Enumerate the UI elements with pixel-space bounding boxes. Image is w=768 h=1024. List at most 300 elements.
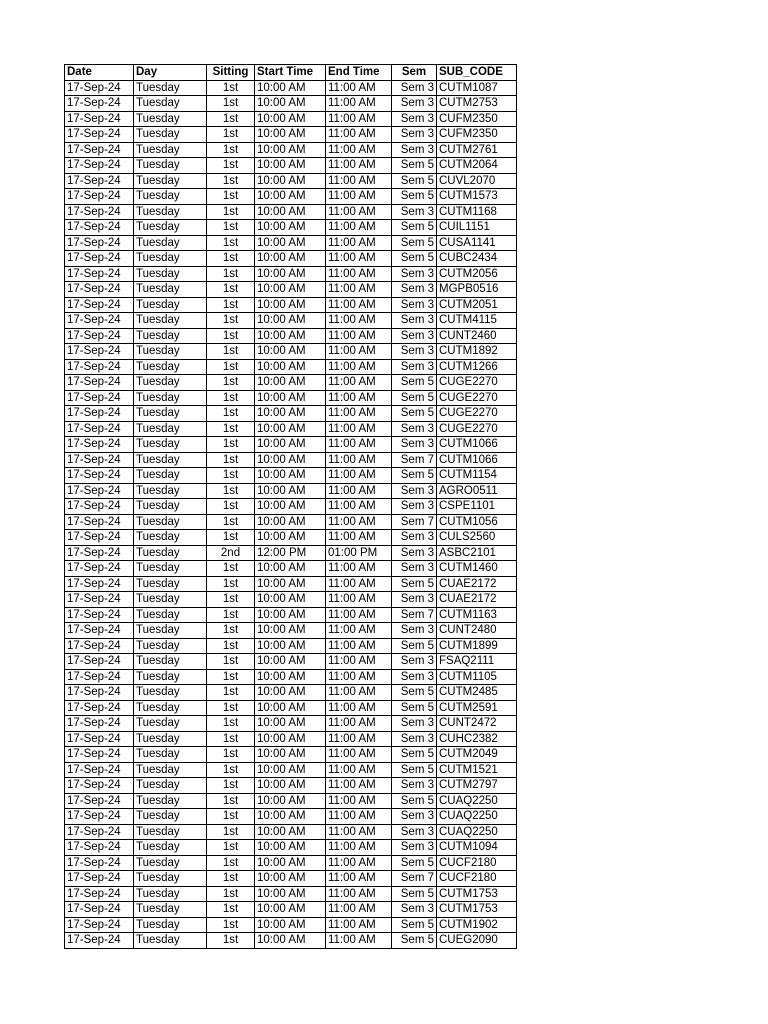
cell-day: Tuesday (134, 468, 207, 484)
cell-sub-code: CUGE2270 (437, 390, 517, 406)
cell-sub-code: CUAQ2250 (437, 824, 517, 840)
cell-day: Tuesday (134, 344, 207, 360)
table-row (65, 344, 517, 360)
cell-start-time: 10:00 AM (255, 793, 326, 809)
cell-end-time: 11:00 AM (326, 747, 392, 763)
cell-sitting: 1st (207, 282, 255, 298)
table-row (65, 499, 517, 515)
cell-sem: Sem 3 (392, 142, 437, 158)
cell-sitting: 1st (207, 809, 255, 825)
cell-date: 17-Sep-24 (65, 576, 134, 592)
table-row (65, 886, 517, 902)
cell-sem: Sem 7 (392, 607, 437, 623)
cell-sitting: 1st (207, 716, 255, 732)
cell-sub-code: CUTM2056 (437, 266, 517, 282)
cell-date: 17-Sep-24 (65, 80, 134, 96)
cell-date: 17-Sep-24 (65, 266, 134, 282)
cell-sitting: 1st (207, 359, 255, 375)
table-row (65, 716, 517, 732)
cell-start-time: 10:00 AM (255, 328, 326, 344)
table-row (65, 917, 517, 933)
cell-end-time: 11:00 AM (326, 530, 392, 546)
cell-day: Tuesday (134, 747, 207, 763)
cell-start-time: 10:00 AM (255, 313, 326, 329)
cell-end-time: 11:00 AM (326, 437, 392, 453)
cell-sem: Sem 3 (392, 824, 437, 840)
cell-start-time: 10:00 AM (255, 592, 326, 608)
cell-sitting: 1st (207, 886, 255, 902)
table-row (65, 654, 517, 670)
cell-end-time: 11:00 AM (326, 127, 392, 143)
cell-end-time: 11:00 AM (326, 902, 392, 918)
cell-sem: Sem 3 (392, 840, 437, 856)
table-row (65, 809, 517, 825)
cell-day: Tuesday (134, 483, 207, 499)
table-row (65, 282, 517, 298)
cell-sem: Sem 3 (392, 127, 437, 143)
cell-end-time: 11:00 AM (326, 468, 392, 484)
cell-end-time: 01:00 PM (326, 545, 392, 561)
cell-sub-code: CUTM2761 (437, 142, 517, 158)
cell-end-time: 11:00 AM (326, 669, 392, 685)
table-row (65, 483, 517, 499)
cell-sub-code: CUAE2172 (437, 592, 517, 608)
table-row (65, 235, 517, 251)
cell-start-time: 10:00 AM (255, 747, 326, 763)
cell-sem: Sem 5 (392, 576, 437, 592)
cell-day: Tuesday (134, 561, 207, 577)
cell-start-time: 10:00 AM (255, 840, 326, 856)
cell-sub-code: ASBC2101 (437, 545, 517, 561)
cell-sitting: 1st (207, 902, 255, 918)
cell-sitting: 2nd (207, 545, 255, 561)
header-sub-code: SUB_CODE (437, 65, 517, 81)
cell-end-time: 11:00 AM (326, 452, 392, 468)
table-row (65, 685, 517, 701)
cell-sitting: 1st (207, 375, 255, 391)
cell-date: 17-Sep-24 (65, 111, 134, 127)
cell-sitting: 1st (207, 514, 255, 530)
table-row (65, 96, 517, 112)
cell-sitting: 1st (207, 530, 255, 546)
table-row (65, 824, 517, 840)
table-row (65, 855, 517, 871)
cell-sitting: 1st (207, 623, 255, 639)
cell-sitting: 1st (207, 762, 255, 778)
cell-day: Tuesday (134, 297, 207, 313)
table-row (65, 220, 517, 236)
cell-sitting: 1st (207, 824, 255, 840)
table-row (65, 778, 517, 794)
cell-end-time: 11:00 AM (326, 824, 392, 840)
cell-sitting: 1st (207, 561, 255, 577)
header-end-time: End Time (326, 65, 392, 81)
cell-sem: Sem 5 (392, 158, 437, 174)
table-row (65, 731, 517, 747)
cell-sem: Sem 3 (392, 530, 437, 546)
cell-end-time: 11:00 AM (326, 855, 392, 871)
cell-date: 17-Sep-24 (65, 561, 134, 577)
table-row (65, 173, 517, 189)
cell-start-time: 10:00 AM (255, 421, 326, 437)
table-row (65, 204, 517, 220)
cell-sitting: 1st (207, 793, 255, 809)
cell-sitting: 1st (207, 468, 255, 484)
cell-date: 17-Sep-24 (65, 840, 134, 856)
cell-sitting: 1st (207, 421, 255, 437)
cell-day: Tuesday (134, 111, 207, 127)
cell-day: Tuesday (134, 142, 207, 158)
cell-start-time: 10:00 AM (255, 406, 326, 422)
cell-sem: Sem 5 (392, 189, 437, 205)
cell-start-time: 10:00 AM (255, 468, 326, 484)
cell-start-time: 10:00 AM (255, 576, 326, 592)
cell-end-time: 11:00 AM (326, 266, 392, 282)
cell-end-time: 11:00 AM (326, 561, 392, 577)
cell-day: Tuesday (134, 158, 207, 174)
cell-sem: Sem 3 (392, 499, 437, 515)
cell-date: 17-Sep-24 (65, 297, 134, 313)
cell-start-time: 10:00 AM (255, 375, 326, 391)
table-row (65, 421, 517, 437)
cell-date: 17-Sep-24 (65, 917, 134, 933)
cell-start-time: 10:00 AM (255, 902, 326, 918)
cell-sub-code: CUTM1753 (437, 902, 517, 918)
cell-end-time: 11:00 AM (326, 359, 392, 375)
cell-sub-code: CUAQ2250 (437, 793, 517, 809)
cell-sub-code: CUTM1066 (437, 452, 517, 468)
cell-day: Tuesday (134, 235, 207, 251)
cell-sitting: 1st (207, 700, 255, 716)
cell-day: Tuesday (134, 437, 207, 453)
cell-sem: Sem 5 (392, 390, 437, 406)
cell-date: 17-Sep-24 (65, 685, 134, 701)
cell-sub-code: CUGE2270 (437, 375, 517, 391)
cell-start-time: 10:00 AM (255, 933, 326, 949)
cell-sitting: 1st (207, 297, 255, 313)
cell-date: 17-Sep-24 (65, 731, 134, 747)
cell-start-time: 10:00 AM (255, 127, 326, 143)
cell-end-time: 11:00 AM (326, 80, 392, 96)
cell-sitting: 1st (207, 142, 255, 158)
table-row (65, 592, 517, 608)
cell-start-time: 10:00 AM (255, 452, 326, 468)
table-row (65, 189, 517, 205)
cell-sub-code: CUTM2049 (437, 747, 517, 763)
header-day: Day (134, 65, 207, 81)
cell-sitting: 1st (207, 266, 255, 282)
cell-day: Tuesday (134, 406, 207, 422)
cell-sub-code: CUFM2350 (437, 111, 517, 127)
table-row (65, 251, 517, 267)
table-row (65, 111, 517, 127)
cell-start-time: 10:00 AM (255, 917, 326, 933)
cell-sitting: 1st (207, 654, 255, 670)
cell-date: 17-Sep-24 (65, 437, 134, 453)
table-row (65, 638, 517, 654)
cell-sub-code: CUIL1151 (437, 220, 517, 236)
cell-day: Tuesday (134, 282, 207, 298)
cell-start-time: 10:00 AM (255, 80, 326, 96)
cell-day: Tuesday (134, 189, 207, 205)
header-sem: Sem (392, 65, 437, 81)
cell-sub-code: CUTM2797 (437, 778, 517, 794)
cell-sitting: 1st (207, 390, 255, 406)
cell-end-time: 11:00 AM (326, 871, 392, 887)
cell-date: 17-Sep-24 (65, 344, 134, 360)
cell-date: 17-Sep-24 (65, 189, 134, 205)
cell-day: Tuesday (134, 375, 207, 391)
cell-day: Tuesday (134, 530, 207, 546)
cell-sem: Sem 5 (392, 251, 437, 267)
cell-date: 17-Sep-24 (65, 235, 134, 251)
cell-day: Tuesday (134, 654, 207, 670)
cell-sitting: 1st (207, 840, 255, 856)
cell-start-time: 10:00 AM (255, 266, 326, 282)
cell-sitting: 1st (207, 189, 255, 205)
cell-date: 17-Sep-24 (65, 700, 134, 716)
cell-sem: Sem 5 (392, 747, 437, 763)
cell-date: 17-Sep-24 (65, 638, 134, 654)
cell-end-time: 11:00 AM (326, 220, 392, 236)
cell-sub-code: CUAE2172 (437, 576, 517, 592)
cell-end-time: 11:00 AM (326, 933, 392, 949)
table-row (65, 297, 517, 313)
cell-sub-code: AGRO0511 (437, 483, 517, 499)
cell-day: Tuesday (134, 266, 207, 282)
cell-sub-code: CUNT2472 (437, 716, 517, 732)
cell-sem: Sem 5 (392, 468, 437, 484)
table-row (65, 452, 517, 468)
table-row (65, 375, 517, 391)
table-row (65, 545, 517, 561)
cell-start-time: 10:00 AM (255, 716, 326, 732)
cell-date: 17-Sep-24 (65, 530, 134, 546)
cell-sitting: 1st (207, 127, 255, 143)
cell-start-time: 10:00 AM (255, 390, 326, 406)
cell-sem: Sem 5 (392, 685, 437, 701)
table-row (65, 514, 517, 530)
cell-sem: Sem 3 (392, 483, 437, 499)
table-row (65, 437, 517, 453)
cell-start-time: 12:00 PM (255, 545, 326, 561)
cell-sub-code: CUNT2460 (437, 328, 517, 344)
cell-sem: Sem 5 (392, 700, 437, 716)
cell-sitting: 1st (207, 80, 255, 96)
cell-sem: Sem 5 (392, 406, 437, 422)
cell-start-time: 10:00 AM (255, 855, 326, 871)
cell-end-time: 11:00 AM (326, 886, 392, 902)
cell-date: 17-Sep-24 (65, 809, 134, 825)
cell-end-time: 11:00 AM (326, 375, 392, 391)
cell-date: 17-Sep-24 (65, 96, 134, 112)
cell-date: 17-Sep-24 (65, 933, 134, 949)
cell-end-time: 11:00 AM (326, 716, 392, 732)
cell-sub-code: CUTM4115 (437, 313, 517, 329)
cell-end-time: 11:00 AM (326, 638, 392, 654)
cell-date: 17-Sep-24 (65, 716, 134, 732)
cell-sem: Sem 3 (392, 902, 437, 918)
cell-date: 17-Sep-24 (65, 855, 134, 871)
cell-day: Tuesday (134, 545, 207, 561)
cell-date: 17-Sep-24 (65, 824, 134, 840)
cell-end-time: 11:00 AM (326, 96, 392, 112)
cell-start-time: 10:00 AM (255, 685, 326, 701)
cell-sem: Sem 3 (392, 716, 437, 732)
table-row (65, 390, 517, 406)
cell-sem: Sem 3 (392, 592, 437, 608)
cell-sub-code: CUTM2753 (437, 96, 517, 112)
table-row (65, 576, 517, 592)
cell-date: 17-Sep-24 (65, 762, 134, 778)
cell-start-time: 10:00 AM (255, 96, 326, 112)
cell-sitting: 1st (207, 251, 255, 267)
cell-sub-code: CUHC2382 (437, 731, 517, 747)
cell-sub-code: CUTM2485 (437, 685, 517, 701)
cell-day: Tuesday (134, 638, 207, 654)
cell-sitting: 1st (207, 204, 255, 220)
cell-end-time: 11:00 AM (326, 917, 392, 933)
cell-sitting: 1st (207, 406, 255, 422)
cell-end-time: 11:00 AM (326, 406, 392, 422)
cell-end-time: 11:00 AM (326, 390, 392, 406)
cell-sub-code: CSPE1101 (437, 499, 517, 515)
cell-day: Tuesday (134, 917, 207, 933)
cell-sub-code: CUTM1892 (437, 344, 517, 360)
cell-date: 17-Sep-24 (65, 747, 134, 763)
table-row (65, 561, 517, 577)
table-row (65, 80, 517, 96)
cell-date: 17-Sep-24 (65, 592, 134, 608)
cell-day: Tuesday (134, 700, 207, 716)
cell-sitting: 1st (207, 452, 255, 468)
cell-start-time: 10:00 AM (255, 809, 326, 825)
cell-sem: Sem 3 (392, 282, 437, 298)
table-row (65, 127, 517, 143)
cell-date: 17-Sep-24 (65, 778, 134, 794)
cell-sem: Sem 7 (392, 452, 437, 468)
cell-sem: Sem 3 (392, 111, 437, 127)
cell-sem: Sem 3 (392, 809, 437, 825)
cell-day: Tuesday (134, 576, 207, 592)
cell-day: Tuesday (134, 778, 207, 794)
cell-end-time: 11:00 AM (326, 623, 392, 639)
cell-start-time: 10:00 AM (255, 638, 326, 654)
cell-day: Tuesday (134, 452, 207, 468)
cell-date: 17-Sep-24 (65, 793, 134, 809)
cell-sem: Sem 5 (392, 235, 437, 251)
cell-sem: Sem 5 (392, 220, 437, 236)
header-date: Date (65, 65, 134, 81)
cell-end-time: 11:00 AM (326, 576, 392, 592)
cell-day: Tuesday (134, 390, 207, 406)
cell-sem: Sem 5 (392, 886, 437, 902)
table-row (65, 669, 517, 685)
cell-sub-code: CUTM1266 (437, 359, 517, 375)
cell-start-time: 10:00 AM (255, 731, 326, 747)
cell-date: 17-Sep-24 (65, 359, 134, 375)
cell-day: Tuesday (134, 855, 207, 871)
cell-sub-code: CUTM1573 (437, 189, 517, 205)
cell-sem: Sem 3 (392, 266, 437, 282)
cell-day: Tuesday (134, 204, 207, 220)
cell-end-time: 11:00 AM (326, 251, 392, 267)
cell-sitting: 1st (207, 917, 255, 933)
cell-date: 17-Sep-24 (65, 514, 134, 530)
cell-end-time: 11:00 AM (326, 654, 392, 670)
cell-sitting: 1st (207, 173, 255, 189)
cell-sitting: 1st (207, 638, 255, 654)
cell-sitting: 1st (207, 855, 255, 871)
cell-sem: Sem 3 (392, 328, 437, 344)
cell-day: Tuesday (134, 685, 207, 701)
cell-end-time: 11:00 AM (326, 421, 392, 437)
cell-start-time: 10:00 AM (255, 204, 326, 220)
cell-sitting: 1st (207, 483, 255, 499)
cell-sem: Sem 5 (392, 933, 437, 949)
cell-day: Tuesday (134, 809, 207, 825)
cell-date: 17-Sep-24 (65, 871, 134, 887)
cell-start-time: 10:00 AM (255, 142, 326, 158)
cell-end-time: 11:00 AM (326, 499, 392, 515)
cell-start-time: 10:00 AM (255, 251, 326, 267)
cell-day: Tuesday (134, 669, 207, 685)
cell-end-time: 11:00 AM (326, 344, 392, 360)
cell-start-time: 10:00 AM (255, 700, 326, 716)
table-row (65, 871, 517, 887)
cell-sub-code: CUTM1066 (437, 437, 517, 453)
cell-date: 17-Sep-24 (65, 902, 134, 918)
cell-end-time: 11:00 AM (326, 235, 392, 251)
cell-end-time: 11:00 AM (326, 700, 392, 716)
cell-start-time: 10:00 AM (255, 344, 326, 360)
cell-end-time: 11:00 AM (326, 607, 392, 623)
cell-start-time: 10:00 AM (255, 111, 326, 127)
cell-end-time: 11:00 AM (326, 592, 392, 608)
cell-end-time: 11:00 AM (326, 685, 392, 701)
cell-start-time: 10:00 AM (255, 607, 326, 623)
cell-sub-code: FSAQ2111 (437, 654, 517, 670)
table-row (65, 700, 517, 716)
cell-date: 17-Sep-24 (65, 313, 134, 329)
cell-day: Tuesday (134, 824, 207, 840)
cell-sub-code: CUTM2064 (437, 158, 517, 174)
cell-sub-code: CUSA1141 (437, 235, 517, 251)
cell-start-time: 10:00 AM (255, 824, 326, 840)
cell-date: 17-Sep-24 (65, 452, 134, 468)
cell-start-time: 10:00 AM (255, 173, 326, 189)
cell-end-time: 11:00 AM (326, 731, 392, 747)
cell-sub-code: CUCF2180 (437, 855, 517, 871)
cell-date: 17-Sep-24 (65, 158, 134, 174)
cell-sitting: 1st (207, 111, 255, 127)
cell-sitting: 1st (207, 328, 255, 344)
cell-start-time: 10:00 AM (255, 623, 326, 639)
cell-date: 17-Sep-24 (65, 886, 134, 902)
cell-sem: Sem 3 (392, 96, 437, 112)
cell-sem: Sem 5 (392, 855, 437, 871)
cell-end-time: 11:00 AM (326, 297, 392, 313)
cell-start-time: 10:00 AM (255, 158, 326, 174)
cell-sub-code: CUTM1899 (437, 638, 517, 654)
cell-start-time: 10:00 AM (255, 220, 326, 236)
cell-sitting: 1st (207, 235, 255, 251)
exam-schedule-table (64, 64, 517, 949)
cell-day: Tuesday (134, 933, 207, 949)
cell-start-time: 10:00 AM (255, 669, 326, 685)
cell-end-time: 11:00 AM (326, 189, 392, 205)
cell-end-time: 11:00 AM (326, 809, 392, 825)
